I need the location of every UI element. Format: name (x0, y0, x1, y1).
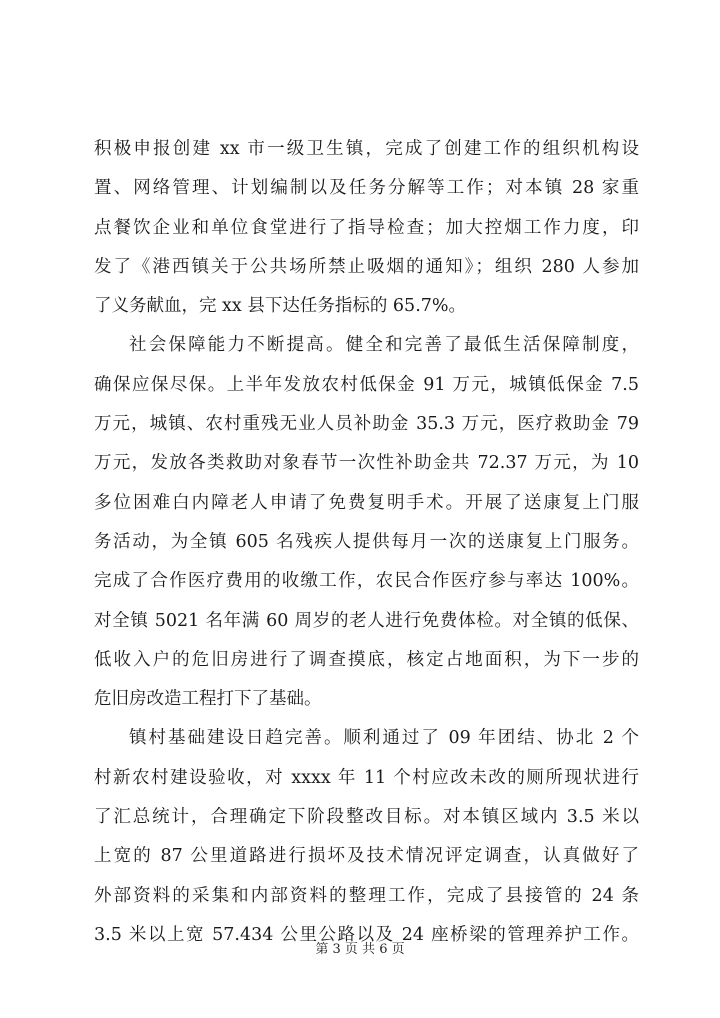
paragraph-health (94, 130, 639, 326)
body-text (94, 130, 639, 955)
page-number-footer: 第 3 页 共 6 页 (315, 942, 405, 957)
text-line: 对全镇 5021 名年满 60 周岁的老人进行免费体检。对全镇的低保、 (94, 610, 639, 631)
text-line: 了汇总统计，合理确定下阶段整改目标。对本镇区域内 3.5 米以 (94, 807, 639, 828)
text-line: 镇村基础建设日趋完善。顺利通过了 09 年团结、协北 2 个 (129, 728, 639, 749)
text-line: 上宽的 87 公里道路进行损坏及技术情况评定调查，认真做好了 (94, 846, 639, 867)
text-line: 了义务献血，完 xx 县下达任务指标的 65.7%。 (94, 296, 467, 317)
text-line: 确保应保尽保。上半年发放农村低保金 91 万元，城镇低保金 7.5 (94, 374, 639, 395)
text-line: 发了《港西镇关于公共场所禁止吸烟的通知》；组织 280 人参加 (94, 256, 639, 277)
text-line: 低收入户的危旧房进行了调查摸底，核定占地面积，为下一步的 (94, 649, 639, 670)
text-line: 完成了合作医疗费用的收缴工作，农民合作医疗参与率达 100%。 (94, 571, 639, 592)
text-line: 3.5 米以上宽 57.434 公里公路以及 24 座桥梁的管理养护工作。 (94, 924, 639, 945)
paragraph-infrastructure (94, 719, 639, 955)
text-line: 万元，发放各类救助对象春节一次性补助金共 72.37 万元，为 10 (94, 453, 639, 474)
text-line: 万元，城镇、农村重残无业人员补助金 35.3 万元，医疗救助金 79 (94, 414, 639, 435)
text-line: 点餐饮企业和单位食堂进行了指导检查；加大控烟工作力度，印 (94, 217, 639, 238)
text-line: 务活动，为全镇 605 名残疾人提供每月一次的送康复上门服务。 (94, 531, 639, 552)
text-line: 危旧房改造工程打下了基础。 (94, 689, 322, 710)
text-line: 积极申报创建 xx 市一级卫生镇，完成了创建工作的组织机构设 (94, 139, 639, 159)
text-line: 置、网络管理、计划编制以及任务分解等工作；对本镇 28 家重 (94, 178, 639, 199)
text-line: 外部资料的采集和内部资料的整理工作，完成了县接管的 24 条 (94, 885, 639, 906)
text-line: 多位困难白内障老人申请了免费复明手术。开展了送康复上门服 (94, 492, 639, 513)
text-line: 村新农村建设验收，对 xxxx 年 11 个村应改未改的厕所现状进行 (94, 767, 639, 788)
paragraph-social-security (94, 326, 639, 719)
text-line: 社会保障能力不断提高。健全和完善了最低生活保障制度， (129, 335, 639, 356)
